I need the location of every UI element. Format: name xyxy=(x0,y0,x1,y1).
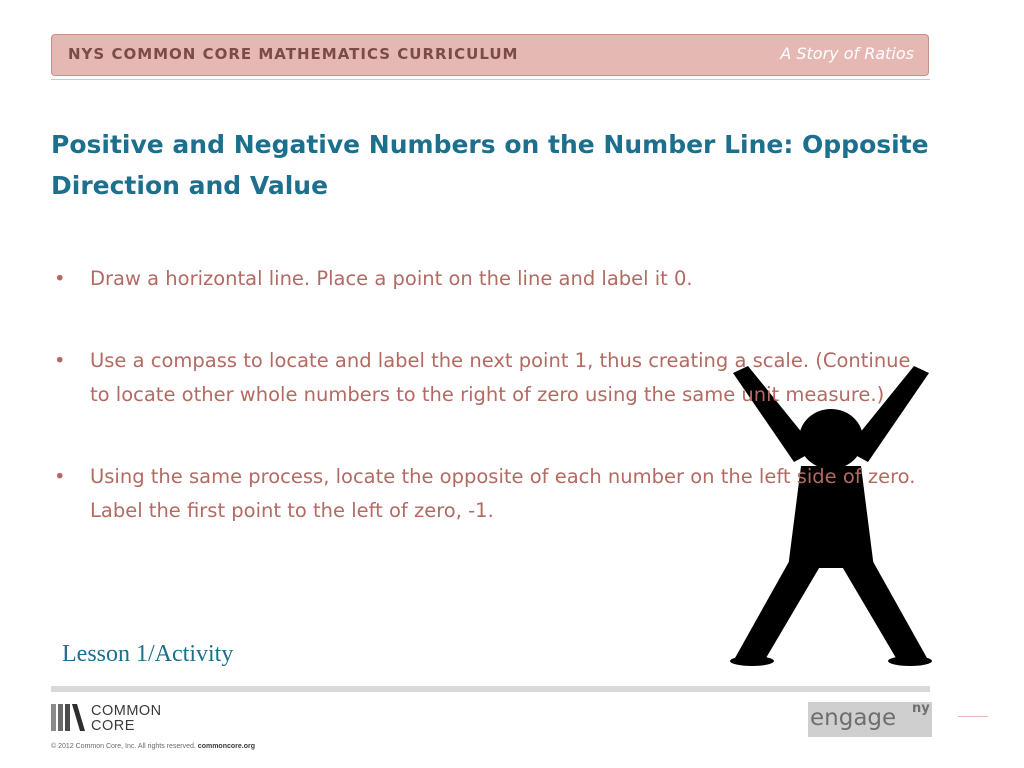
instruction-text: Draw a horizontal line. Place a point on the line and label it 0. xyxy=(90,267,693,290)
footer-divider xyxy=(51,686,930,692)
decorative-rule xyxy=(958,716,988,717)
story-subtitle: A Story of Ratios xyxy=(780,44,914,63)
curriculum-header xyxy=(51,34,929,76)
logo-line-core: CORE xyxy=(91,718,135,734)
lesson-label: Lesson 1/Activity xyxy=(62,641,234,667)
instruction-text: Using the same process, locate the opposite of each number on the left side of zero. Label the first point to the left of zero, -1. xyxy=(90,465,916,522)
instruction-item xyxy=(51,344,931,412)
instruction-text: Use a compass to locate and label the next point 1, thus creating a scale. (Continue to locate other whole numbers to the right of zero using the same unit measure.) xyxy=(90,349,911,406)
copyright-notice xyxy=(51,743,255,750)
instruction-item xyxy=(51,460,931,528)
curriculum-title: NYS COMMON CORE MATHEMATICS CURRICULUM xyxy=(68,45,519,63)
commoncore-link[interactable]: commoncore.org xyxy=(197,743,255,750)
instruction-item xyxy=(51,262,931,296)
instruction-list xyxy=(51,262,931,528)
bullet-marker: • xyxy=(54,349,66,372)
bullet-marker: • xyxy=(54,267,66,290)
copyright-text: © 2012 Common Core, Inc. All rights reserved. xyxy=(51,743,196,750)
engage-logo-text: engage xyxy=(810,705,897,731)
engage-logo-superscript: ny xyxy=(912,701,930,716)
logo-line-common: COMMON xyxy=(91,703,162,719)
common-core-logo-icon xyxy=(51,704,85,731)
bullet-marker: • xyxy=(54,465,66,488)
header-divider xyxy=(51,79,930,80)
slide-title: Positive and Negative Numbers on the Number Line: Opposite Direction and Value xyxy=(51,130,929,200)
common-core-logo-text xyxy=(91,704,162,734)
engageny-logo xyxy=(808,702,932,737)
